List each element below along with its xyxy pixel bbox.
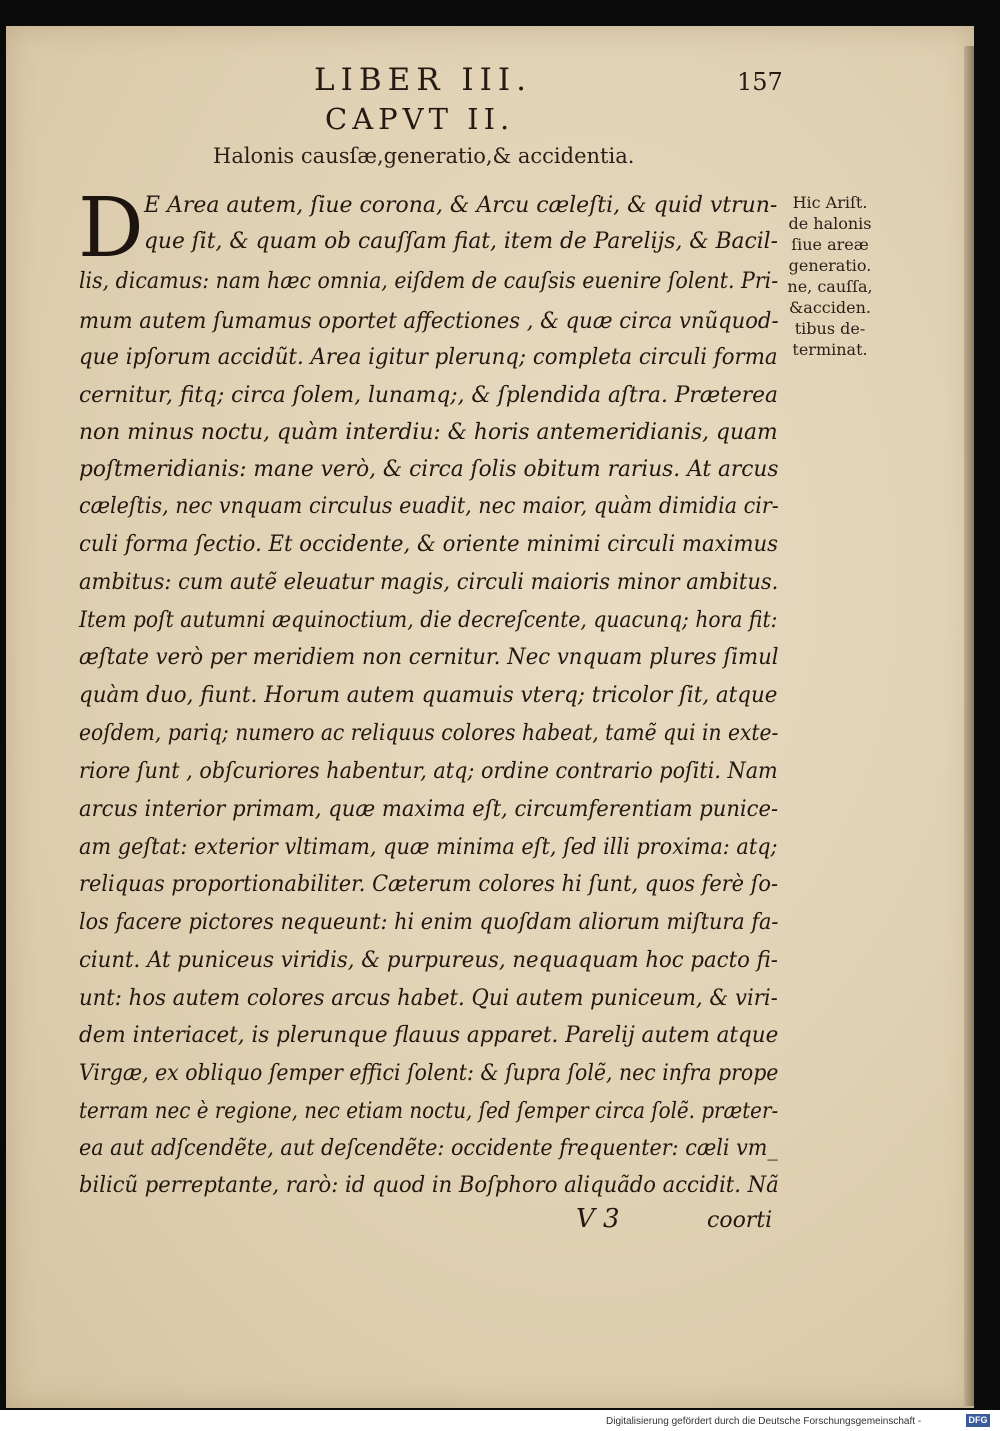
text-line: quàm duo, fiunt. Horum autem quamuis vterq; tricolor ſit, atque bbox=[79, 683, 778, 708]
running-head: LIBER III. bbox=[314, 62, 533, 98]
page-edge bbox=[964, 46, 974, 1406]
marginal-note-line: terminat. bbox=[792, 340, 868, 359]
marginal-note bbox=[780, 192, 880, 360]
text-line: lis, dicamus: nam hæc omnia, eiſdem de cauſsis euenire ſolent. Pri- bbox=[79, 269, 779, 294]
marginal-note-line: &acciden. bbox=[789, 298, 871, 317]
marginal-note-line: de halonis bbox=[788, 214, 872, 233]
drop-initial: D bbox=[78, 181, 144, 276]
text-line: ea aut adſcendẽte, aut deſcendẽte: occidente frequenter: cæli vm_ bbox=[79, 1136, 778, 1161]
text-line: riore ſunt , obſcuriores habentur, atq; ordine contrario poſiti. Nam bbox=[79, 759, 778, 784]
text-line: E Area autem, ſiue corona, & Arcu cæleſti, & quid vtrun- bbox=[144, 193, 778, 218]
text-line: Item poſt autumni æquinoctium, die decreſcente, quacunq; hora fit: bbox=[79, 608, 778, 633]
chapter-subtitle: Halonis causſæ,generatio,& accidentia. bbox=[213, 144, 635, 168]
text-line: que ſit, & quam ob cauſſam fiat, item de Parelijs, & Bacil- bbox=[144, 229, 778, 254]
text-line: Virgæ, ex obliquo ſemper effici ſolent: & ſupra ſolẽ, nec infra prope bbox=[79, 1061, 779, 1086]
text-line: mum autem ſumamus oportet affectiones , & quæ circa vnũquod- bbox=[79, 309, 779, 334]
text-line: bilicũ perreptante, rarò: id quod in Boſphoro aliquãdo accidit. Nã bbox=[79, 1173, 779, 1198]
text-line: culi forma ſectio. Et occidente, & oriente minimi circuli maximus bbox=[79, 532, 779, 557]
text-line: cæleſtis, nec vnquam circulus euadit, nec maior, quàm dimidia cir- bbox=[79, 494, 779, 519]
text-line: dem interiacet, is plerunque flauus apparet. Parelij autem atque bbox=[79, 1023, 779, 1048]
catchword: coorti bbox=[707, 1208, 773, 1233]
text-line: am geſtat: exterior vltimam, quæ minima eſt, ſed illi proxima: atq; bbox=[79, 835, 778, 860]
text-line: terram nec è regione, nec etiam noctu, ſed ſemper circa ſolẽ. præter- bbox=[79, 1099, 779, 1124]
dfg-logo: DFG bbox=[966, 1414, 990, 1427]
page-number: 157 bbox=[737, 68, 783, 96]
text-line: cernitur, fitq; circa ſolem, lunamq;, & ſplendida aſtra. Præterea bbox=[79, 383, 778, 408]
digitization-credit: Digitalisierung gefördert durch die Deutsche Forschungsgemeinschaft - bbox=[606, 1416, 922, 1427]
marginal-note-line: Hic Ariſt. bbox=[792, 193, 868, 212]
text-line: arcus interior primam, quæ maxima eſt, circumferentiam punice- bbox=[79, 797, 779, 822]
text-line: que ipſorum accidũt. Area igitur plerunq; completa circuli forma bbox=[79, 345, 778, 370]
text-line: æſtate verò per meridiem non cernitur. Nec vnquam plures ſimul bbox=[79, 645, 779, 670]
marginal-note-line: ne, cauſſa, bbox=[787, 277, 873, 296]
text-line: ambitus: cum autẽ eleuatur magis, circuli maioris minor ambitus. bbox=[79, 570, 779, 595]
chapter-heading: CAPVT II. bbox=[325, 102, 515, 136]
signature-mark: V 3 bbox=[576, 1204, 620, 1234]
text-line: poſtmeridianis: mane verò, & circa ſolis obitum rarius. At arcus bbox=[79, 457, 779, 482]
marginal-note-line: tibus de- bbox=[794, 319, 866, 338]
marginal-note-line: ſiue areæ bbox=[791, 235, 869, 254]
text-line: los facere pictores nequeunt: hi enim quoſdam aliorum miſtura fa- bbox=[79, 910, 779, 935]
text-line: non minus noctu, quàm interdiu: & horis antemeridianis, quam bbox=[79, 420, 778, 445]
text-line: reliquas proportionabiliter. Cæterum colores hi ſunt, quos ferè ſo- bbox=[79, 872, 779, 897]
text-line: unt: hos autem colores arcus habet. Qui autem puniceum, & viri- bbox=[79, 986, 778, 1011]
text-line: eoſdem, pariq; numero ac reliquus colores habeat, tamẽ qui in exte- bbox=[79, 721, 779, 746]
text-line: ciunt. At puniceus viridis, & purpureus, nequaquam hoc pacto fi- bbox=[79, 948, 778, 973]
marginal-note-line: generatio. bbox=[788, 256, 872, 275]
